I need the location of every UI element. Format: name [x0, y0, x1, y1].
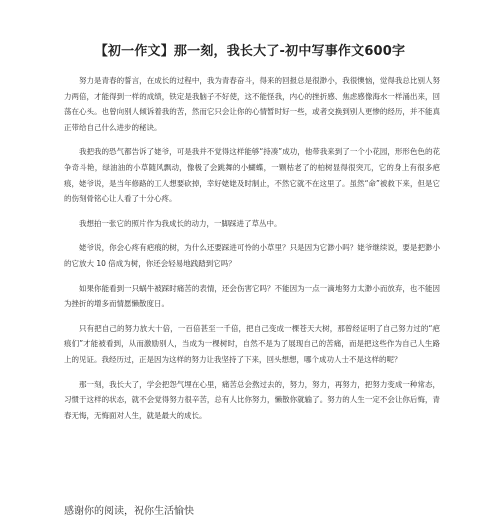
paragraph-7: 那一刻，我长大了，学会把怨气埋在心里，痛苦总会熬过去的，努力，努力，再努力，把努力变成一种常态，习惯于这样的状态，就不会觉得努力很辛苦，总有人比你努力，懒散你就输了。努力的人生一定不会让你后悔，青春无悔，无悔面对人生，就是最大的成长。 — [64, 379, 440, 420]
paragraph-1: 努力是青春的誓言，在成长的过程中，我为青春奋斗，得来的回报总是很渺小，我很懊恼，觉得我总比别人努力两倍，才能得到一样的成绩，铁定是我脑子不好使，这不能怪我，内心的挫折感、焦虑感像海水一样涌出来，回荡在心头。也曾向别人倾诉着我的苦，然而它只会让你的心情暂时好一些，或者交换到别人更惨的经历，并不能真正带给自己什么进步的秘诀。 — [64, 76, 440, 132]
paragraph-4: 姥爷说，你会心疼有疤痕的树，为什么还要踩进可怜的小草里？只是因为它渺小吗？姥爷继续说，要是把渺小的它放大 10 倍成为树，你还会轻易地践踏到它吗？ — [64, 243, 440, 268]
article-title: 【初一作文】那一刻，我长大了-初中写事作文600字 — [94, 44, 406, 59]
paragraph-6: 只有把自己的努力放大十倍，一百倍甚至一千倍，把自己变成一棵苍天大树，那曾经证明了自己努力过的“疤痕们”才能被看到，从而激励别人，当成为一棵树时，自然不是为了展现自己的苦痛，而是把这些作为自己人生路上的见证。我经历过，正是因为这样的努力让我坚持了下来，回头想想，哪个成功人士不是这样的呢？ — [64, 323, 440, 364]
article-body — [64, 73, 440, 432]
paragraph-2: 我把我的恐气都告诉了姥爷，可是我并不觉得这样能够“持凑”成功，他带我来到了一个小花园，形形色色的花争奇斗艳，绿油油的小草随风飘动，像极了会跳舞的小蝴蝶，一颗枯老了的柏树显得很突兀，它的身上有很多疤痕，姥爷说，是当年修路的工人想要砍掉，幸好姥姥及时制止，不然它就不在这里了。虽然“命”被救下来，但是它的伤刻骨铭心让人看了十分心疼。 — [64, 147, 440, 204]
paragraph-5: 如果你能看到一只蜗牛被踩时痛苦的表情，还会伤害它吗？不能因为一点一滴地努力太渺小而放弃，也不能因为挫折的增多而情愿懒散度日。 — [64, 283, 440, 309]
paragraph-3: 我想拍一张它的照片作为我成长的动力，一脚踩进了草丛中。 — [79, 218, 282, 228]
footer-text: 感谢你的阅读，祝你生活愉快 — [64, 506, 194, 517]
